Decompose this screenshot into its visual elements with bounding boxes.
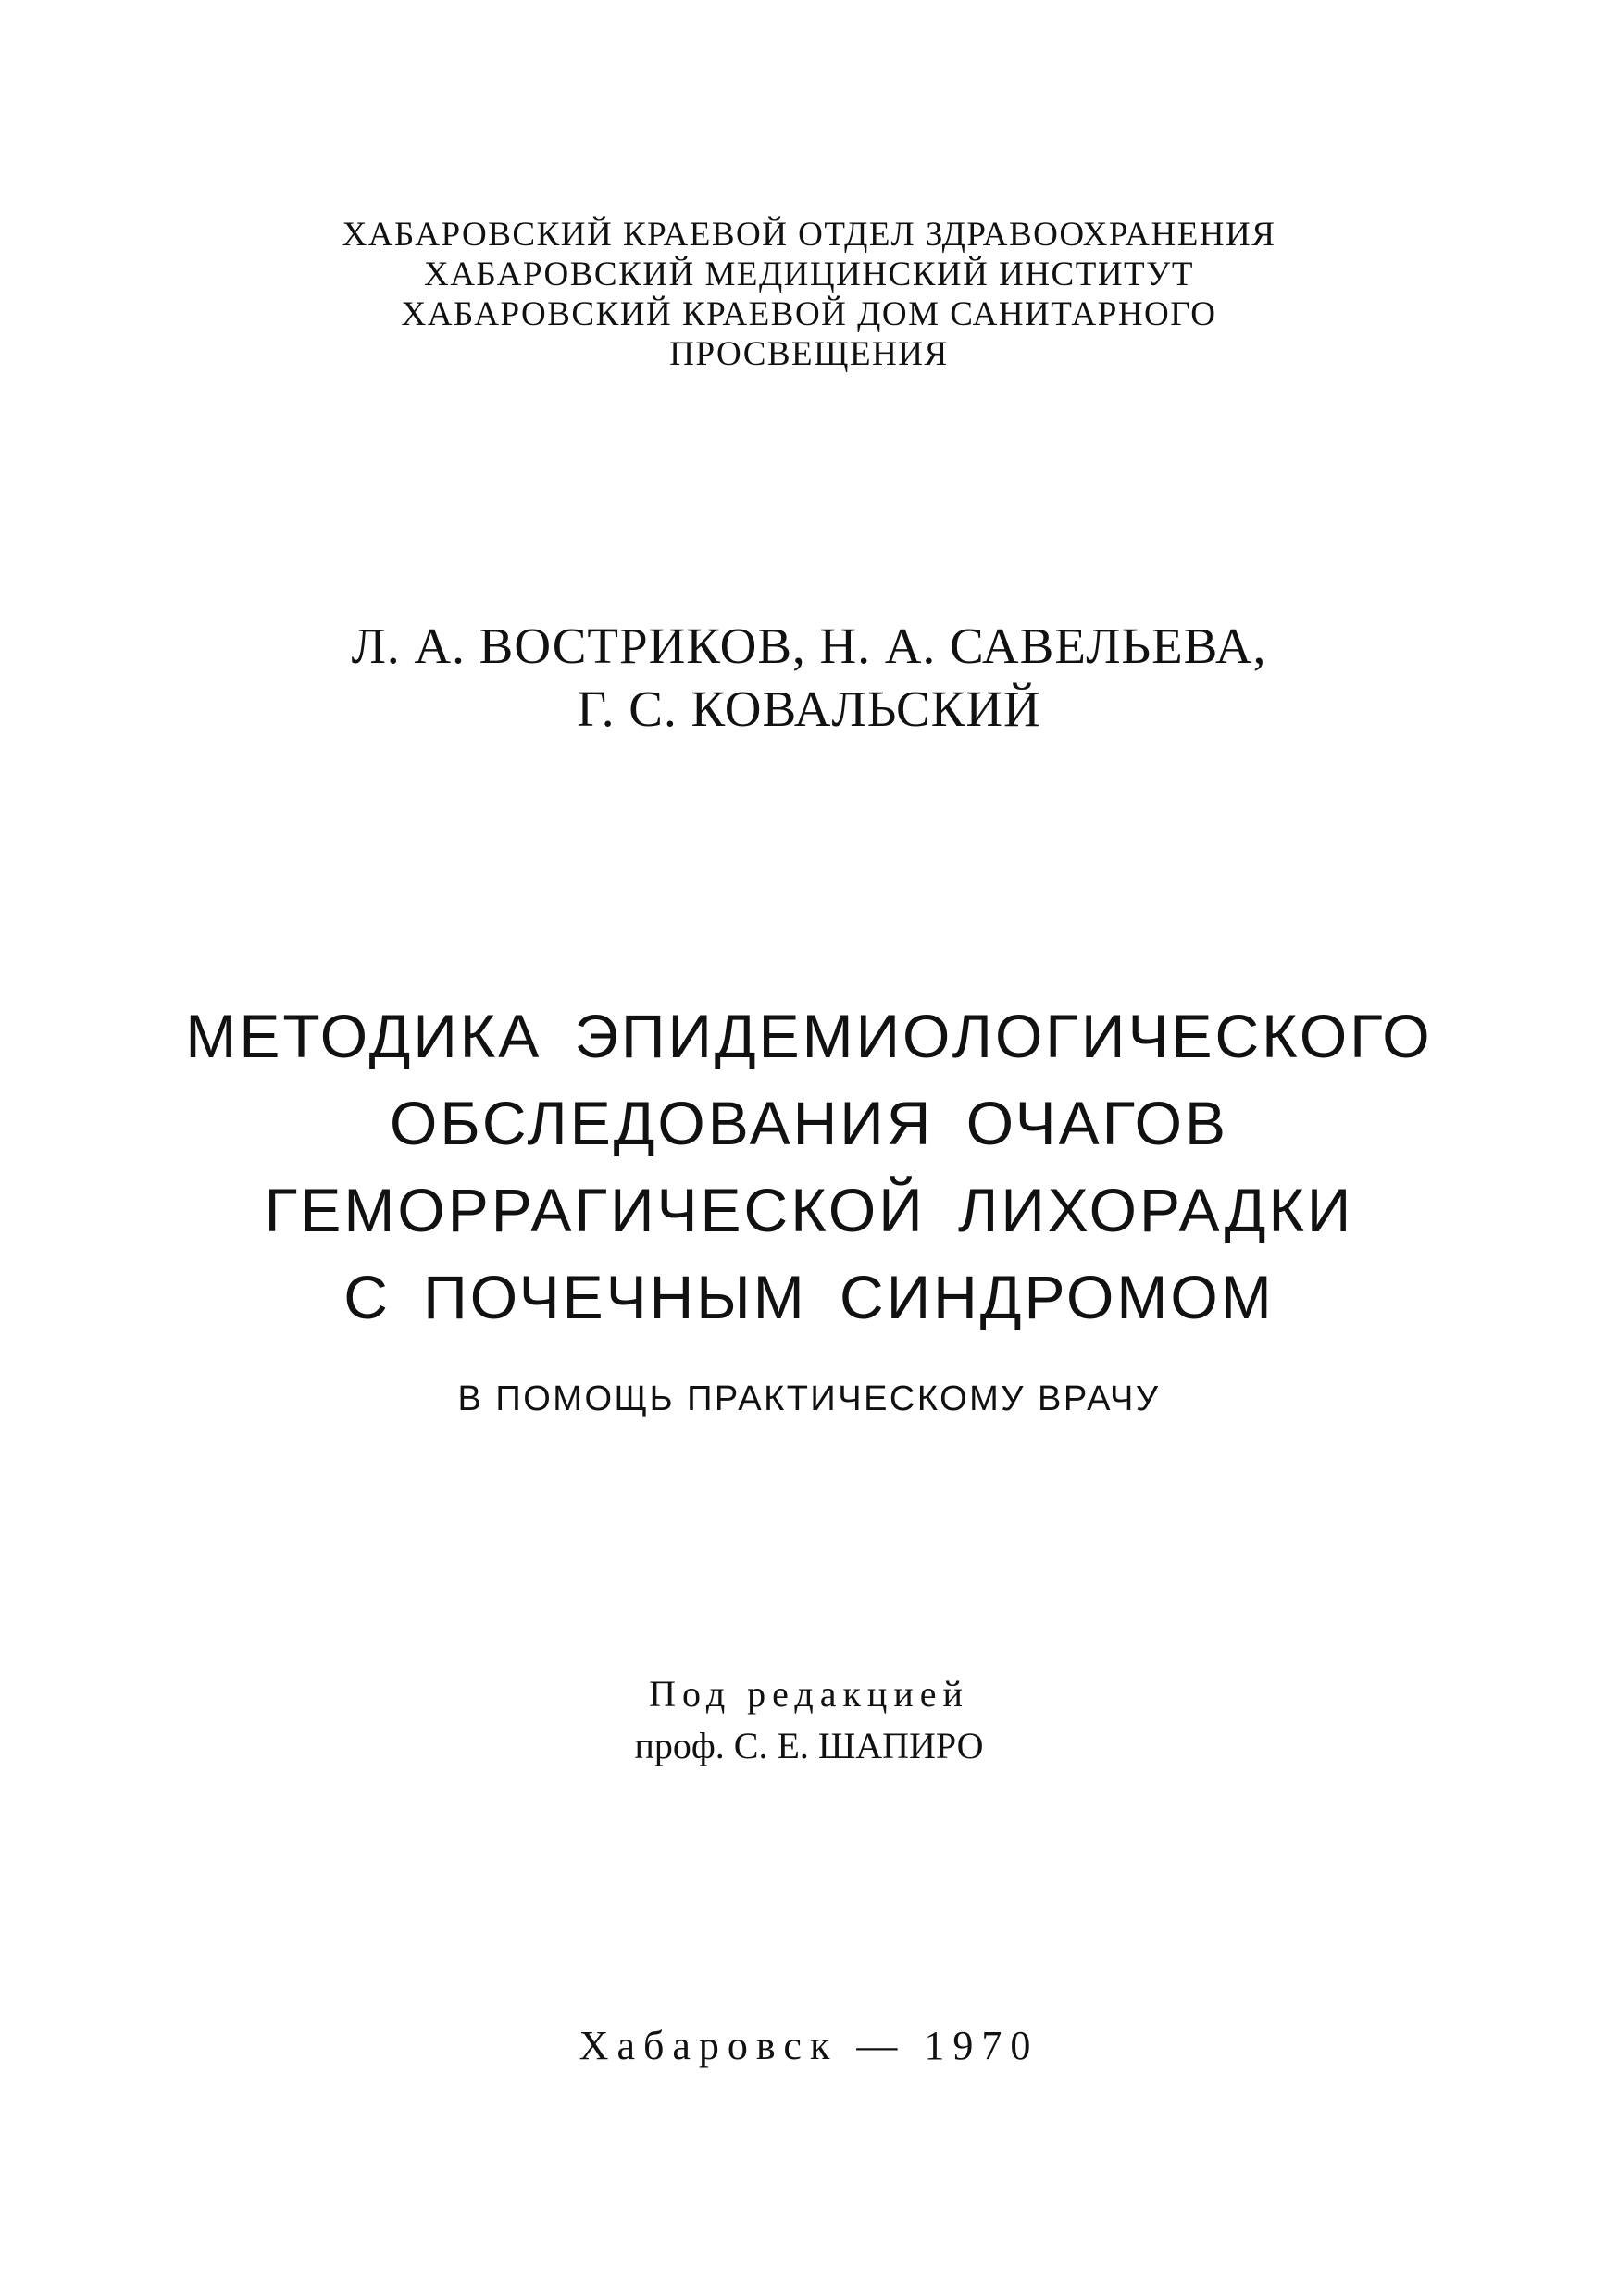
- subtitle-line: В ПОМОЩЬ ПРАКТИЧЕСКОМУ ВРАЧУ: [457, 1379, 1161, 1418]
- publisher-line: ХАБАРОВСКИЙ КРАЕВОЙ ОТДЕЛ ЗДРАВООХРАНЕНИЯ: [342, 216, 1276, 254]
- publisher-line: ХАБАРОВСКИЙ МЕДИЦИНСКИЙ ИНСТИТУТ: [424, 256, 1194, 293]
- title-line: МЕТОДИКА ЭПИДЕМИОЛОГИЧЕСКОГО: [185, 1002, 1433, 1070]
- publisher-line: ХАБАРОВСКИЙ КРАЕВОЙ ДОМ САНИТАРНОГО: [401, 295, 1217, 333]
- editor-label: Под редакцией: [649, 1673, 969, 1715]
- editor-block: [0, 1668, 1618, 1772]
- book-subtitle: [0, 1378, 1618, 1420]
- authors-block: [0, 615, 1618, 741]
- title-line: ОБСЛЕДОВАНИЯ ОЧАГОВ: [390, 1089, 1228, 1157]
- authors-line: Г. С. КОВАЛЬСКИЙ: [577, 680, 1041, 737]
- book-title: [0, 992, 1618, 1341]
- title-line: С ПОЧЕЧНЫМ СИНДРОМОМ: [343, 1263, 1275, 1331]
- title-line: ГЕМОРРАГИЧЕСКОЙ ЛИХОРАДКИ: [264, 1176, 1354, 1244]
- publisher-line: ПРОСВЕЩЕНИЯ: [669, 335, 949, 373]
- imprint: [0, 2020, 1618, 2072]
- editor-name: проф. С. Е. ШАПИРО: [634, 1725, 984, 1766]
- authors-line: Л. А. ВОСТРИКОВ, Н. А. САВЕЛЬЕВА,: [351, 618, 1267, 674]
- publishers-block: [0, 215, 1618, 374]
- imprint-line: Хабаровск — 1970: [579, 2023, 1039, 2068]
